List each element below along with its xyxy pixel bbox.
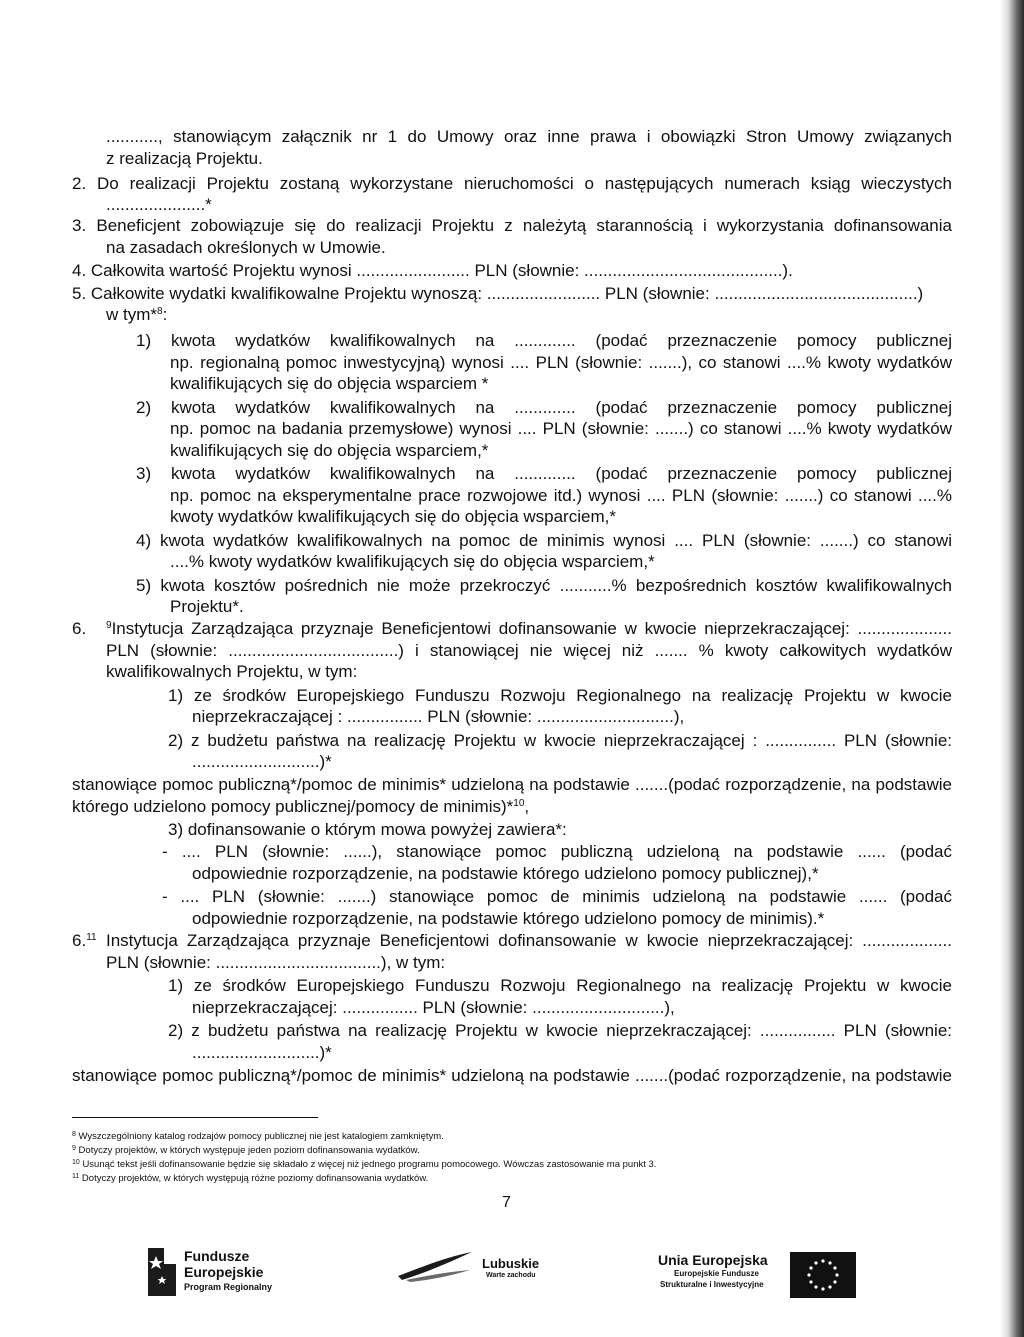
footnote-ref: 10 [513, 798, 525, 809]
footnote: $^{10}$ Usunąć tekst jeśli dofinansowanie będzie się składało z więcej niż jednego programu pomocowego. Wówczas zastosowanie ma punkt 3. [72, 1159, 657, 1170]
page-number: 7 [502, 1194, 511, 1211]
text-line: 1) ze środków Europejskiego Funduszu Rozwoju Regionalnego na realizację Projektu w kwocie [168, 686, 952, 705]
text-line: 3. Beneficjent zobowiązuje się do realizacji Projektu z należytą starannością i wykorzystania dofinansowania [72, 216, 952, 235]
footnote: $^8$ Wyszczególniony katalog rodzajów pomocy publicznej nie jest katalogiem zamkniętym. [72, 1131, 444, 1142]
text-line: kwalifikujących się do objęcia wsparciem,* [170, 441, 489, 460]
text-line: 3) kwota wydatków kwalifikowalnych na ............. (podać przeznaczenie pomocy publicznej [136, 464, 952, 483]
text-line: Projektu*. [170, 597, 244, 616]
text-line: 2) z budżetu państwa na realizację Projektu w kwocie nieprzekraczającej: ................ PLN (słownie: [168, 1021, 952, 1040]
text-line: w tym*$^8$: [106, 305, 168, 324]
footnote: $^9$ Dotyczy projektów, w których występuje jeden poziom dofinansowania wydatków. [72, 1145, 420, 1156]
text-line: np. pomoc na badania przemysłowe) wynosi .... PLN (słownie: .......) co stanowi ....% kwoty wydatków [170, 419, 952, 438]
text-line: kwalifikujących się do objęcia wsparciem * [170, 374, 489, 393]
text-line: nieprzekraczającej: ................ PLN (słownie: ............................), [192, 998, 675, 1017]
lubuskie-tagline: Warte zachodu [486, 1272, 536, 1279]
footnote-ref: 9 [106, 620, 112, 631]
footnote: $^{11}$ Dotyczy projektów, w których występują różne poziomy dofinansowania wydatków. [72, 1173, 429, 1184]
text-line: ....% kwoty wydatków kwalifikujących się do objęcia wsparciem,* [170, 552, 655, 571]
text-line: kwalifikowalnych Projektu, w tym: [106, 662, 358, 681]
lubuskie-swoosh-icon [396, 1250, 474, 1284]
footnote-ref: 8 [157, 306, 163, 317]
text-line: 4. Całkowita wartość Projektu wynosi ........................ PLN (słownie: ..........................................). [72, 261, 793, 280]
text-line: $^9$Instytucja Zarządzająca przyznaje Beneficjentowi dofinansowanie w kwocie nieprzekraczającej: .................... [106, 619, 952, 638]
text-line: 2) z budżetu państwa na realizację Projektu w kwocie nieprzekraczającej : ............... PLN (słownie: [168, 731, 952, 750]
scan-edge-shadow [1000, 0, 1024, 1337]
text-line: ..........., stanowiącym załącznik nr 1 do Umowy oraz inne prawa i obowiązki Stron Umowy związanych [106, 127, 952, 146]
text-line: 2. Do realizacji Projektu zostaną wykorzystane nieruchomości o następujących numerach ksiąg wieczystych [72, 174, 952, 193]
text-line: 6. [72, 619, 87, 638]
footnote-ref: 11 [86, 932, 97, 943]
text-line: .....................* [106, 195, 212, 214]
fe-line3: Program Regionalny [184, 1282, 273, 1292]
fe-flag-icon [142, 1246, 178, 1298]
lubuskie-name: Lubuskie [482, 1256, 540, 1271]
text-line: którego udzielono pomocy publicznej/pomocy de minimis)*$^{10}$, [72, 797, 530, 816]
ue-line2: Europejskie Fundusze [674, 1269, 759, 1278]
text-line: 1) ze środków Europejskiego Funduszu Rozwoju Regionalnego na realizację Projektu w kwocie [168, 976, 952, 995]
text-line: kwoty wydatków kwalifikujących się do objęcia wsparciem,* [170, 507, 616, 526]
footnote-divider [72, 1117, 318, 1118]
ue-line1: Unia Europejska [658, 1252, 768, 1268]
text-line: PLN (słownie: ...................................), w tym: [106, 953, 446, 972]
text-line: 3) dofinansowanie o którym mowa powyżej zawiera*: [168, 820, 567, 839]
text-line: ...........................)* [192, 1043, 332, 1062]
text-line: 6.11 [72, 931, 97, 950]
text-line: 2) kwota wydatków kwalifikowalnych na ............. (podać przeznaczenie pomocy publicznej [136, 398, 952, 417]
text-line: PLN (słownie: ....................................) i stanowiącej nie więcej niż ....... % kwoty całkowitych wydatków [106, 641, 952, 660]
text-line: 5. Całkowite wydatki kwalifikowalne Projektu wynoszą: ........................ PLN (słownie: ...........................................) [72, 284, 924, 303]
text-line: 1) kwota wydatków kwalifikowalnych na ............. (podać przeznaczenie pomocy publicznej [136, 331, 952, 350]
text-line: 4) kwota wydatków kwalifikowalnych na pomoc de minimis wynosi .... PLN (słownie: .......) co stanowi [136, 531, 952, 550]
text-line: ...........................)* [192, 752, 332, 771]
eu-flag-icon [790, 1252, 856, 1298]
text-line: nieprzekraczającej : ................ PLN (słownie: .............................), [192, 707, 685, 726]
text-line: - .... PLN (słownie: ......), stanowiące pomoc publiczną udzieloną na podstawie ...... (podać [162, 842, 952, 861]
text-line: - .... PLN (słownie: .......) stanowiące pomoc de minimis udzieloną na podstawie ...... (podać [162, 887, 952, 906]
text-line: z realizacją Projektu. [106, 149, 263, 168]
text-line: odpowiednie rozporządzenie, na podstawie którego udzielono pomocy de minimis).* [192, 909, 825, 928]
fe-line2: Europejskie [184, 1264, 264, 1280]
text-line: na zasadach określonych w Umowie. [106, 238, 386, 257]
ue-line3: Strukturalne i Inwestycyjne [660, 1280, 764, 1289]
text-line: stanowiące pomoc publiczną*/pomoc de minimis* udzieloną na podstawie .......(podać rozporządzenie, na podstawie [72, 1066, 952, 1085]
text-line: np. pomoc na eksperymentalne prace rozwojowe itd.) wynosi .... PLN (słownie: .......) co stanowi ....% [170, 486, 952, 505]
text-line: 5) kwota kosztów pośrednich nie może przekroczyć ...........% bezpośrednich kosztów kwalifikowalnych [136, 576, 952, 595]
text-line: Instytucja Zarządzająca przyznaje Beneficjentowi dofinansowanie w kwocie nieprzekraczającej: ................... [106, 931, 952, 950]
fe-line1: Fundusze [184, 1248, 250, 1264]
text-line: odpowiednie rozporządzenie, na podstawie którego udzielono pomocy publicznej),* [192, 864, 819, 883]
text-line: np. regionalną pomoc inwestycyjną) wynosi .... PLN (słownie: .......), co stanowi ....% kwoty wydatków [170, 353, 952, 372]
text-line: stanowiące pomoc publiczną*/pomoc de minimis* udzieloną na podstawie .......(podać rozporządzenie, na podstawie [72, 775, 952, 794]
